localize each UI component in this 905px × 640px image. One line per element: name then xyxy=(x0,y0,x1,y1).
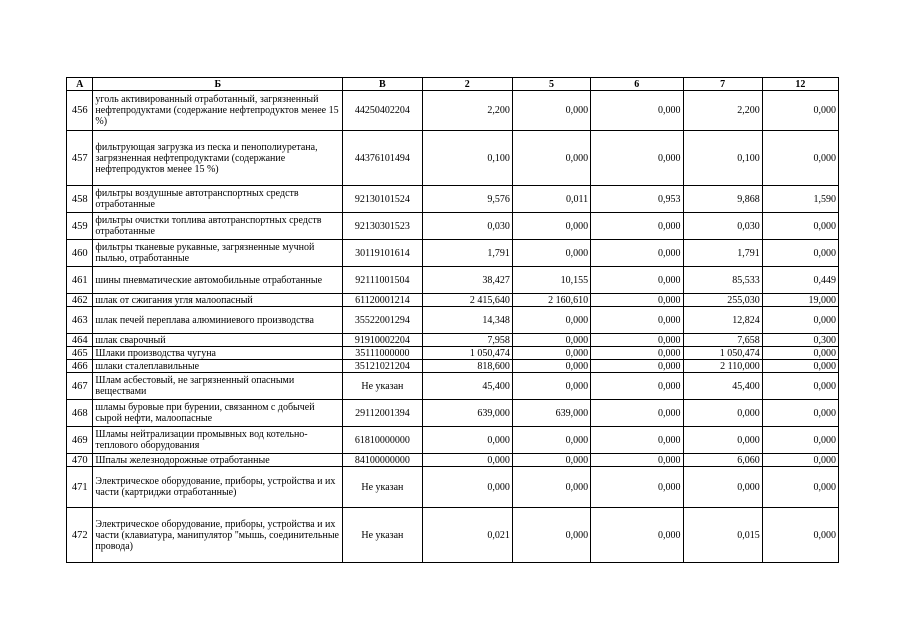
col-2-value: 0,000 xyxy=(422,467,512,508)
row-number: 460 xyxy=(67,240,93,267)
col-7-value: 0,030 xyxy=(683,213,762,240)
waste-name: Шпалы железнодорожные отработанные xyxy=(93,454,343,467)
row-number: 461 xyxy=(67,267,93,294)
row-number: 462 xyxy=(67,294,93,307)
col-7-value: 0,000 xyxy=(683,467,762,508)
waste-name: шламы буровые при бурении, связанном с добычей сырой нефти, малоопасные xyxy=(93,400,343,427)
header-cell: 6 xyxy=(591,78,683,91)
row-number: 471 xyxy=(67,467,93,508)
table-row xyxy=(67,294,839,307)
waste-name: фильтры очистки топлива автотранспортных средств отработанные xyxy=(93,213,343,240)
col-2-value: 1,791 xyxy=(422,240,512,267)
waste-name: Электрическое оборудование, приборы, устройства и их части (картриджи отработанные) xyxy=(93,467,343,508)
col-5-value: 0,011 xyxy=(512,186,590,213)
header-cell: В xyxy=(343,78,422,91)
header-cell: 2 xyxy=(422,78,512,91)
col-7-value: 2 110,000 xyxy=(683,360,762,373)
col-6-value: 0,000 xyxy=(591,307,683,334)
col-6-value: 0,000 xyxy=(591,427,683,454)
header-cell: А xyxy=(67,78,93,91)
row-number: 465 xyxy=(67,347,93,360)
col-12-value: 1,590 xyxy=(762,186,838,213)
col-12-value: 0,000 xyxy=(762,131,838,186)
col-5-value: 0,000 xyxy=(512,360,590,373)
col-6-value: 0,000 xyxy=(591,294,683,307)
table-row xyxy=(67,307,839,334)
waste-code: 44250402204 xyxy=(343,91,422,131)
table-row xyxy=(67,454,839,467)
col-5-value: 0,000 xyxy=(512,334,590,347)
col-2-value: 38,427 xyxy=(422,267,512,294)
waste-name: фильтры воздушные автотранспортных средств отработанные xyxy=(93,186,343,213)
waste-name: уголь активированный отработанный, загрязненный нефтепродуктами (содержание нефтепродуктов менее 15 %) xyxy=(93,91,343,131)
waste-name: фильтры тканевые рукавные, загрязненные мучной пылью, отработанные xyxy=(93,240,343,267)
col-12-value: 0,000 xyxy=(762,508,838,563)
col-5-value: 2 160,610 xyxy=(512,294,590,307)
waste-code: 61810000000 xyxy=(343,427,422,454)
waste-code: 92130301523 xyxy=(343,213,422,240)
waste-name: шлаки сталеплавильные xyxy=(93,360,343,373)
row-number: 472 xyxy=(67,508,93,563)
col-2-value: 9,576 xyxy=(422,186,512,213)
row-number: 463 xyxy=(67,307,93,334)
header-cell: 7 xyxy=(683,78,762,91)
table-row xyxy=(67,360,839,373)
row-number: 469 xyxy=(67,427,93,454)
col-5-value: 0,000 xyxy=(512,454,590,467)
row-number: 458 xyxy=(67,186,93,213)
table-row xyxy=(67,467,839,508)
header-cell: Б xyxy=(93,78,343,91)
row-number: 459 xyxy=(67,213,93,240)
waste-name: фильтрующая загрузка из песка и пенополиуретана, загрязненная нефтепродуктами (содержание нефтепродуктов менее 15 %) xyxy=(93,131,343,186)
col-7-value: 0,015 xyxy=(683,508,762,563)
col-2-value: 0,000 xyxy=(422,454,512,467)
col-12-value: 19,000 xyxy=(762,294,838,307)
col-7-value: 7,658 xyxy=(683,334,762,347)
col-12-value: 0,000 xyxy=(762,240,838,267)
header-row xyxy=(67,78,839,91)
table-row xyxy=(67,427,839,454)
col-6-value: 0,000 xyxy=(591,213,683,240)
col-12-value: 0,000 xyxy=(762,91,838,131)
col-5-value: 0,000 xyxy=(512,240,590,267)
col-2-value: 2,200 xyxy=(422,91,512,131)
col-2-value: 0,000 xyxy=(422,427,512,454)
header-cell: 12 xyxy=(762,78,838,91)
col-5-value: 0,000 xyxy=(512,131,590,186)
waste-name: шины пневматические автомобильные отработанные xyxy=(93,267,343,294)
row-number: 456 xyxy=(67,91,93,131)
col-7-value: 9,868 xyxy=(683,186,762,213)
table-row xyxy=(67,213,839,240)
col-6-value: 0,000 xyxy=(591,360,683,373)
col-2-value: 0,021 xyxy=(422,508,512,563)
col-2-value: 0,100 xyxy=(422,131,512,186)
waste-name: шлак сварочный xyxy=(93,334,343,347)
waste-code: 35522001294 xyxy=(343,307,422,334)
col-6-value: 0,000 xyxy=(591,508,683,563)
col-5-value: 0,000 xyxy=(512,91,590,131)
waste-code: 35121021204 xyxy=(343,360,422,373)
waste-code: 35111000000 xyxy=(343,347,422,360)
col-6-value: 0,000 xyxy=(591,454,683,467)
col-7-value: 0,000 xyxy=(683,427,762,454)
col-12-value: 0,000 xyxy=(762,347,838,360)
waste-name: Шлам асбестовый, не загрязненный опасными веществами xyxy=(93,373,343,400)
table-row xyxy=(67,347,839,360)
waste-table xyxy=(66,77,839,563)
col-12-value: 0,449 xyxy=(762,267,838,294)
row-number: 467 xyxy=(67,373,93,400)
col-6-value: 0,953 xyxy=(591,186,683,213)
col-5-value: 0,000 xyxy=(512,373,590,400)
col-6-value: 0,000 xyxy=(591,467,683,508)
waste-name: шлак от сжигания угля малоопасный xyxy=(93,294,343,307)
row-number: 470 xyxy=(67,454,93,467)
col-5-value: 0,000 xyxy=(512,467,590,508)
waste-code: Не указан xyxy=(343,373,422,400)
waste-code: 30119101614 xyxy=(343,240,422,267)
col-6-value: 0,000 xyxy=(591,91,683,131)
col-12-value: 0,000 xyxy=(762,454,838,467)
table-row xyxy=(67,186,839,213)
col-12-value: 0,000 xyxy=(762,307,838,334)
waste-code: Не указан xyxy=(343,508,422,563)
row-number: 466 xyxy=(67,360,93,373)
row-number: 457 xyxy=(67,131,93,186)
table-row xyxy=(67,267,839,294)
col-6-value: 0,000 xyxy=(591,400,683,427)
col-2-value: 2 415,640 xyxy=(422,294,512,307)
col-2-value: 0,030 xyxy=(422,213,512,240)
waste-name: Электрическое оборудование, приборы, устройства и их части (клавиатура, манипулятор "мышь, соединительные провода) xyxy=(93,508,343,563)
col-5-value: 0,000 xyxy=(512,508,590,563)
col-5-value: 10,155 xyxy=(512,267,590,294)
row-number: 464 xyxy=(67,334,93,347)
waste-name: шлак печей переплава алюминиевого производства xyxy=(93,307,343,334)
col-7-value: 2,200 xyxy=(683,91,762,131)
col-6-value: 0,000 xyxy=(591,131,683,186)
col-5-value: 0,000 xyxy=(512,307,590,334)
waste-code: 91910002204 xyxy=(343,334,422,347)
col-2-value: 1 050,474 xyxy=(422,347,512,360)
col-12-value: 0,000 xyxy=(762,467,838,508)
col-7-value: 85,533 xyxy=(683,267,762,294)
col-2-value: 14,348 xyxy=(422,307,512,334)
col-7-value: 12,824 xyxy=(683,307,762,334)
table-row xyxy=(67,508,839,563)
table-row xyxy=(67,334,839,347)
col-2-value: 7,958 xyxy=(422,334,512,347)
col-2-value: 45,400 xyxy=(422,373,512,400)
col-5-value: 0,000 xyxy=(512,427,590,454)
col-7-value: 0,000 xyxy=(683,400,762,427)
col-5-value: 0,000 xyxy=(512,347,590,360)
col-7-value: 255,030 xyxy=(683,294,762,307)
waste-code: Не указан xyxy=(343,467,422,508)
col-7-value: 1,791 xyxy=(683,240,762,267)
table-row xyxy=(67,373,839,400)
waste-name: Шламы нейтрализации промывных вод котельно-теплового оборудования xyxy=(93,427,343,454)
waste-code: 92130101524 xyxy=(343,186,422,213)
col-12-value: 0,000 xyxy=(762,400,838,427)
row-number: 468 xyxy=(67,400,93,427)
col-5-value: 0,000 xyxy=(512,213,590,240)
col-12-value: 0,000 xyxy=(762,427,838,454)
col-2-value: 639,000 xyxy=(422,400,512,427)
table-row xyxy=(67,131,839,186)
waste-code: 44376101494 xyxy=(343,131,422,186)
waste-code: 29112001394 xyxy=(343,400,422,427)
waste-code: 84100000000 xyxy=(343,454,422,467)
waste-code: 61120001214 xyxy=(343,294,422,307)
waste-name: Шлаки производства чугуна xyxy=(93,347,343,360)
col-6-value: 0,000 xyxy=(591,334,683,347)
col-6-value: 0,000 xyxy=(591,373,683,400)
col-7-value: 1 050,474 xyxy=(683,347,762,360)
table-row xyxy=(67,400,839,427)
waste-code: 92111001504 xyxy=(343,267,422,294)
col-7-value: 6,060 xyxy=(683,454,762,467)
col-6-value: 0,000 xyxy=(591,240,683,267)
col-7-value: 45,400 xyxy=(683,373,762,400)
col-12-value: 0,000 xyxy=(762,360,838,373)
header-cell: 5 xyxy=(512,78,590,91)
col-5-value: 639,000 xyxy=(512,400,590,427)
col-2-value: 818,600 xyxy=(422,360,512,373)
table-row xyxy=(67,91,839,131)
col-12-value: 0,000 xyxy=(762,213,838,240)
col-12-value: 0,000 xyxy=(762,373,838,400)
col-6-value: 0,000 xyxy=(591,267,683,294)
table-row xyxy=(67,240,839,267)
col-7-value: 0,100 xyxy=(683,131,762,186)
col-6-value: 0,000 xyxy=(591,347,683,360)
col-12-value: 0,300 xyxy=(762,334,838,347)
